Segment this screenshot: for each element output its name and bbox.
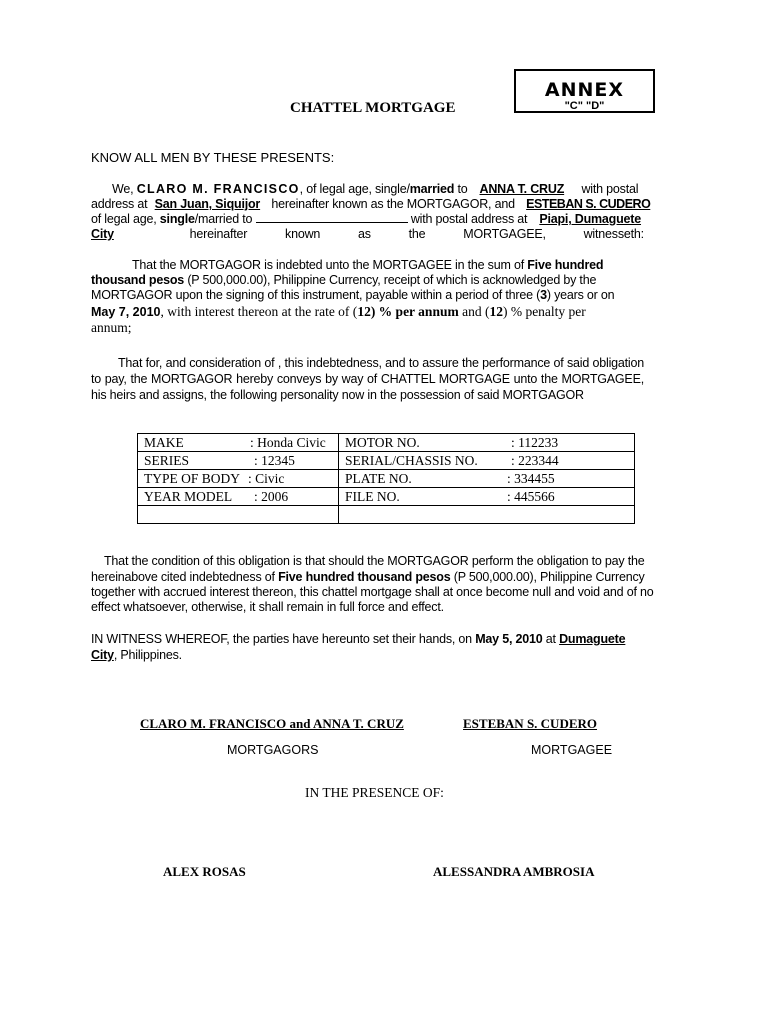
mortgagee-label: MORTGAGEE <box>531 743 613 757</box>
with-postal-text: with postal <box>581 182 639 196</box>
plate-value: : 334455 <box>507 470 555 486</box>
period-years: 3 <box>540 288 547 302</box>
hereinafter-2-text: hereinafter <box>189 227 248 241</box>
debt-line-1 <box>91 257 644 273</box>
annex-label: ANNEX <box>544 79 625 101</box>
debt-amount-b: thousand pesos <box>91 273 185 287</box>
mortgagors-names: CLARO M. FRANCISCO and ANNA T. CRUZ <box>140 716 404 731</box>
known-text: known <box>285 227 321 241</box>
spouse-name: ANNA T. CRUZ <box>479 182 565 196</box>
mortgagee-address-b: City <box>91 227 114 241</box>
debt-line-4 <box>91 303 644 321</box>
consideration-paragraph: That for, and consideration of , this indebtedness, and to assure the performance of said obligation to pay, the MORTGAGOR hereby conveys by way of CHATTEL MORTGAGE unto the MORTGAGEE, his heirs and assigns, the following personality now in the possession of said MORTGAGOR <box>91 356 644 402</box>
make-value: : Honda Civic <box>250 434 326 450</box>
single-text: single <box>159 212 195 226</box>
as-text: as <box>358 227 371 241</box>
mortgagee-signature-name: ESTEBAN S. CUDERO <box>463 716 598 731</box>
table-cell <box>138 506 339 524</box>
motor-label: MOTOR NO. <box>345 434 420 450</box>
parties-line-1 <box>91 181 644 197</box>
witness-place-a: Dumaguete <box>559 632 626 646</box>
plate-label: PLATE NO. <box>345 470 412 486</box>
condition-line-3: together with accrued interest thereon, this chattel mortgage shall at once become null and void and of no <box>91 585 654 599</box>
debt-l4-d: ) % penalty per <box>502 304 586 319</box>
address-at-text: address at <box>91 197 151 211</box>
salutation: KNOW ALL MEN BY THESE PRESENTS: <box>91 150 335 165</box>
interest-rate: 12 <box>357 304 371 319</box>
mortgagor-name: CLARO M. FRANCISCO <box>136 182 300 196</box>
hereinafter-text: hereinafter known as the MORTGAGOR, and <box>271 197 519 211</box>
debt-l1-text: That the MORTGAGOR is indebted unto the MORTGAGEE in the sum of <box>132 258 528 272</box>
series-label: SERIES <box>144 452 190 468</box>
legal-age-text: , of legal age, single/ <box>299 182 410 196</box>
debt-l4-a: , with interest thereon at the rate of ( <box>160 304 358 319</box>
debt-l3-text: MORTGAGOR upon the signing of this instrument, payable within a period of three ( <box>91 288 541 302</box>
witness-date: May 5, 2010 <box>475 632 543 646</box>
debt-l4-b: ) % per annum <box>370 304 459 319</box>
mortgagors-label: MORTGAGORS <box>227 743 319 757</box>
table-cell <box>339 488 635 506</box>
make-label: MAKE <box>144 434 184 450</box>
body-label: TYPE OF BODY <box>144 470 241 486</box>
chassis-value: : 223344 <box>511 452 559 468</box>
witness-2-name: ALESSANDRA AMBROSIA <box>433 864 595 879</box>
file-label: FILE NO. <box>345 488 400 504</box>
table-cell <box>138 488 339 506</box>
debt-line-2 <box>91 272 644 288</box>
witness-line-1 <box>91 631 671 647</box>
table-cell <box>339 434 635 452</box>
penalty-rate: 12 <box>489 304 503 319</box>
condition-line-1 <box>91 553 644 569</box>
mortgagee-word: MORTGAGEE, <box>463 227 546 241</box>
witness-line-2 <box>91 647 182 663</box>
debt-line-3 <box>91 287 644 303</box>
table-row <box>138 470 635 488</box>
debt-line-5: annum; <box>91 320 132 335</box>
body-value: : Civic <box>248 470 285 486</box>
table-cell <box>339 506 635 524</box>
witnesseth-text: witnesseth: <box>583 227 644 241</box>
debt-l4-c: and ( <box>458 304 490 319</box>
annex-sub: "C" "D" <box>564 100 605 112</box>
we-text: We, <box>112 182 134 196</box>
to-text: to <box>454 182 468 196</box>
spouse-blank <box>256 211 408 223</box>
parties-line-2 <box>91 196 651 212</box>
married-text: married <box>409 182 455 196</box>
year-label: YEAR MODEL <box>144 488 233 504</box>
motor-value: : 112233 <box>511 434 559 450</box>
series-value: : 12345 <box>254 452 295 468</box>
the-text: the <box>408 227 426 241</box>
parties-line-4 <box>91 226 644 242</box>
document-title: CHATTEL MORTGAGE <box>290 100 456 116</box>
debt-l3-post: ) years or on <box>546 288 615 302</box>
condition-line-4: effect whatsoever, otherwise, it shall remain in full force and effect. <box>91 600 444 614</box>
witness-place-b: City <box>91 648 114 662</box>
condition-l1-text: That the condition of this obligation is that should the MORTGAGOR perform the obligation to pay the <box>104 554 645 568</box>
mortgagor-address: San Juan, Siquijor <box>154 197 261 211</box>
due-date: May 7, 2010 <box>91 305 161 319</box>
table-cell <box>138 434 339 452</box>
witness-text: IN WITNESS WHEREOF, the parties have hereunto set their hands, on <box>91 632 476 646</box>
chassis-label: SERIAL/CHASSIS NO. <box>345 452 478 468</box>
table-row <box>138 506 635 524</box>
table-cell <box>339 470 635 488</box>
table-row <box>138 452 635 470</box>
table-row <box>138 488 635 506</box>
witness-at: at <box>542 632 560 646</box>
condition-l2-text: hereinabove cited indebtedness of <box>91 570 279 584</box>
parties-line-3 <box>91 211 644 227</box>
file-value: : 445566 <box>507 488 555 504</box>
condition-l2-post: (P 500,000.00), Philippine Currency <box>450 570 645 584</box>
condition-amount: Five hundred thousand pesos <box>278 570 451 584</box>
debt-l2-text: (P 500,000.00), Philippine Currency, receipt of which is acknowledged by the <box>184 273 597 287</box>
year-value: : 2006 <box>254 488 289 504</box>
witness-post: , Philippines. <box>113 648 182 662</box>
table-cell <box>138 452 339 470</box>
presence-heading: IN THE PRESENCE OF: <box>305 785 444 800</box>
witness-1-name: ALEX ROSAS <box>163 864 246 879</box>
table-row <box>138 434 635 452</box>
mortgagee-address-a: Piapi, Dumaguete <box>539 212 642 226</box>
table-cell <box>339 452 635 470</box>
married-to-text: /married to <box>194 212 253 226</box>
debt-amount-a: Five hundred <box>527 258 604 272</box>
annex-box <box>514 69 655 113</box>
table-cell <box>138 470 339 488</box>
vehicle-table <box>137 433 635 524</box>
of-legal-age-text: of legal age, <box>91 212 160 226</box>
with-postal-2-text: with postal address at <box>410 212 528 226</box>
condition-line-2 <box>91 569 644 585</box>
mortgagee-name: ESTEBAN S. CUDERO <box>526 197 651 211</box>
